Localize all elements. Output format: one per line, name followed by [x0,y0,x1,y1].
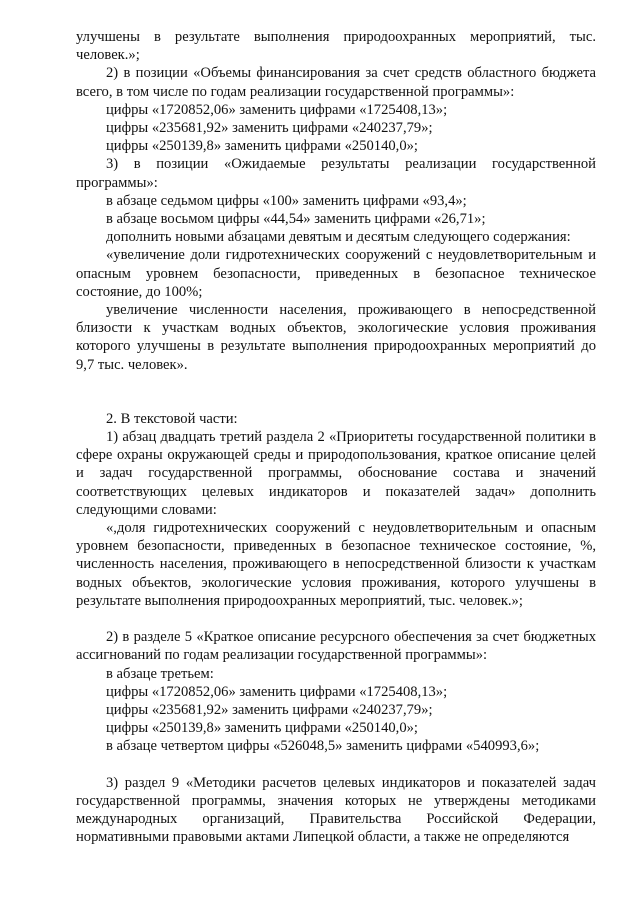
paragraph: «увеличение доли гидротехнических сооружений с неудовлетворительным и опасным уровнем безопасности, приведенных в безопасное техническое состояние, до 100%; [76,247,596,300]
paragraph: увеличение численности населения, проживающего в непосредственной близости к участкам водных объектов, экологические условия проживания которого улучшены в результате выполнения природоохранных мероприятий до 9,7 тыс. человек». [76,302,596,373]
spacer [76,756,596,774]
paragraph: 2) в разделе 5 «Краткое описание ресурсного обеспечения за счет бюджетных ассигнований по годам реализации государственной программы»: [76,629,596,664]
paragraph: в абзаце восьмом цифры «44,54» заменить цифрами «26,71»; [106,211,486,228]
paragraph: дополнить новыми абзацами девятым и десятым следующего содержания: [106,229,571,246]
paragraph: в абзаце четвертом цифры «526048,5» заменить цифрами «540993,6»; [106,738,540,755]
paragraph: в абзаце третьем: [106,665,214,682]
paragraph: «,доля гидротехнических сооружений с неудовлетворительным и опасным уровнем безопасности, приведенных в безопасное техническое состояние, %, численность населения, проживающего в непосредственной близости к участкам водных объектов, экологические условия проживания, которого улучшены в результате выполнения природоохранных мероприятий, тыс. человек.»; [76,520,596,609]
section-heading: 2. В текстовой части: [106,410,238,427]
paragraph: цифры «250139,8» заменить цифрами «250140,0»; [106,138,418,155]
paragraph: в абзаце седьмом цифры «100» заменить цифрами «93,4»; [106,192,467,209]
spacer [76,374,596,410]
paragraph: цифры «1720852,06» заменить цифрами «1725408,13»; [106,683,448,700]
paragraph: цифры «1720852,06» заменить цифрами «1725408,13»; [106,101,448,118]
document-page [76,28,596,846]
spacer [76,610,596,628]
paragraph: 2) в позиции «Объемы финансирования за счет средств областного бюджета всего, в том числе по годам реализации государственной программы»: [76,65,596,100]
paragraph: цифры «235681,92» заменить цифрами «240237,79»; [106,701,433,718]
paragraph: улучшены в результате выполнения природоохранных мероприятий, тыс. человек.»; [76,29,596,64]
paragraph: 3) в позиции «Ожидаемые результаты реализации государственной программы»: [76,156,596,191]
paragraph: 1) абзац двадцать третий раздела 2 «Приоритеты государственной политики в сфере охраны окружающей среды и природопользования, краткое описание целей и задач государственной программы, обоснование состава и значений соответствующих целевых индикаторов и показателей задач» дополнить следующими словами: [76,429,596,518]
paragraph: цифры «250139,8» заменить цифрами «250140,0»; [106,720,418,737]
paragraph: цифры «235681,92» заменить цифрами «240237,79»; [106,120,433,137]
paragraph: 3) раздел 9 «Методики расчетов целевых индикаторов и показателей задач государственной программы, значения которых не утверждены методиками международных организаций, Правительства Российской Федерации, нормативными правовыми актами Липецкой области, а также не определяются [76,774,596,846]
